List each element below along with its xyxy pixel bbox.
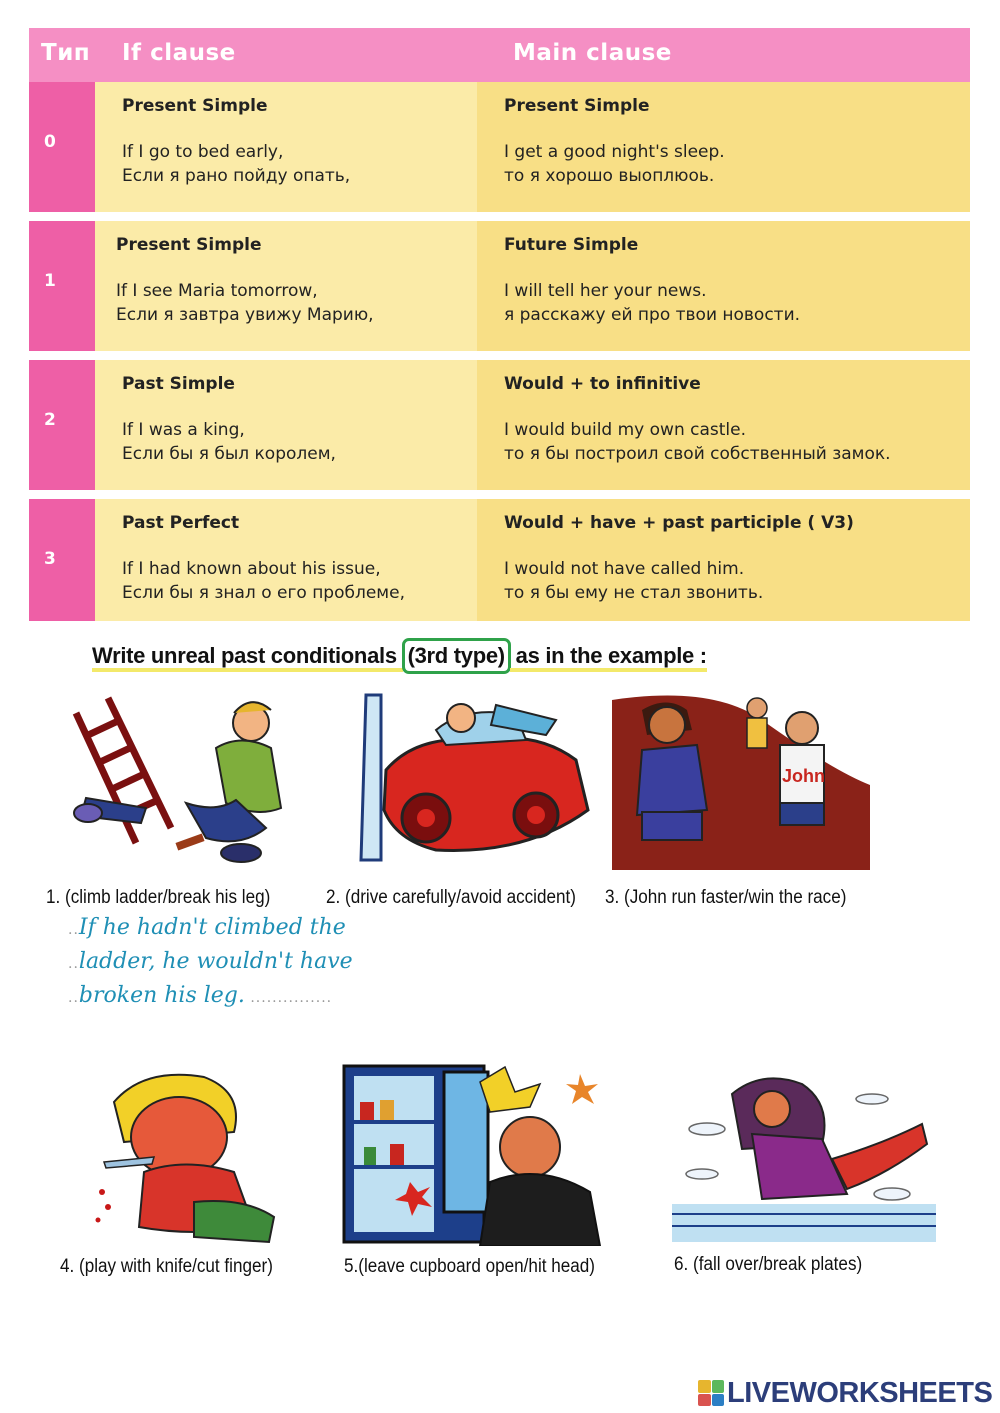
table-row [29, 82, 970, 212]
if-clause-cell [95, 82, 477, 212]
exercise-caption-2: 2. (drive carefully/avoid accident) [326, 887, 576, 908]
table-row [29, 221, 970, 351]
liveworksheets-logo-icon [698, 1380, 724, 1406]
tense-label: Present Simple [122, 96, 268, 116]
conditionals-table [29, 28, 970, 621]
tense-label: Past Simple [122, 374, 235, 394]
car-crash-illustration [326, 690, 594, 870]
instruction-text: Write unreal past conditionals [92, 643, 403, 672]
example-ru: то я бы ему не стал звонить. [504, 583, 764, 603]
if-clause-cell [95, 221, 477, 351]
exercise-instruction [92, 638, 707, 674]
shirt-label: John [782, 766, 825, 786]
example-en: If I was a king, [122, 420, 245, 440]
example-en: I would build my own castle. [504, 420, 747, 440]
example-en: I get a good night's sleep. [504, 142, 725, 162]
example-en: I will tell her your news. [504, 281, 707, 301]
example-ru: то я хорошо выоплюоь. [504, 166, 715, 186]
header-if-clause: If clause [122, 40, 236, 66]
type-number: 1 [44, 271, 56, 291]
tense-label: Would + have + past participle ( V3) [504, 513, 854, 533]
if-clause-cell [95, 360, 477, 490]
answer-line: ..If he hadn't climbed the [68, 915, 346, 940]
if-clause-cell [95, 499, 477, 621]
type-number: 2 [44, 410, 56, 430]
main-clause-cell [477, 82, 970, 212]
exercise-caption-4: 4. (play with knife/cut finger) [60, 1256, 273, 1277]
falling-plates-illustration [672, 1064, 936, 1242]
table-row [29, 360, 970, 490]
example-en: If I see Maria tomorrow, [116, 281, 318, 301]
main-clause-cell [477, 360, 970, 490]
type-number: 3 [44, 549, 56, 569]
example-en: If I go to bed early, [122, 142, 284, 162]
tense-label: Present Simple [504, 96, 650, 116]
instruction-text-end: as in the example : [510, 643, 707, 672]
example-ru: Если я завтра увижу Марию, [116, 305, 374, 325]
exercise-caption-3: 3. (John run faster/win the race) [605, 887, 847, 908]
tense-label: Past Perfect [122, 513, 240, 533]
tense-label: Present Simple [116, 235, 262, 255]
ladder-fall-illustration [66, 688, 298, 868]
example-en: I would not have called him. [504, 559, 745, 579]
table-row [29, 499, 970, 621]
header-main-clause: Main clause [513, 40, 672, 66]
example-answer [68, 912, 353, 1014]
answer-line: ..ladder, he wouldn't have [68, 949, 353, 974]
knife-cut-illustration [84, 1062, 298, 1252]
example-ru: Если бы я знал о его проблеме, [122, 583, 405, 603]
exercise-caption-1: 1. (climb ladder/break his leg) [46, 887, 271, 908]
tense-label: Would + to infinitive [504, 374, 701, 394]
cupboard-illustration [340, 1062, 604, 1246]
exercise-caption-5: 5.(leave cupboard open/hit head) [344, 1256, 595, 1277]
example-ru: Если я рано пойду опать, [122, 166, 351, 186]
main-clause-cell [477, 221, 970, 351]
example-ru: Если бы я был королем, [122, 444, 336, 464]
example-en: If I had known about his issue, [122, 559, 381, 579]
example-ru: то я бы построил свой собственный замок. [504, 444, 891, 464]
brand-name: LIVEWORKSHEETS [727, 1376, 993, 1409]
answer-line: ..broken his leg. ............... [68, 983, 333, 1008]
third-type-circled: (3rd type) [402, 638, 511, 674]
main-clause-cell [477, 499, 970, 621]
tense-label: Future Simple [504, 235, 639, 255]
exercise-caption-6: 6. (fall over/break plates) [674, 1254, 863, 1275]
header-type: Тип [41, 40, 91, 66]
example-ru: я расскажу ей про твои новости. [504, 305, 801, 325]
table-header [29, 28, 970, 82]
type-number: 0 [44, 132, 56, 152]
liveworksheets-logo [698, 1378, 992, 1408]
race-illustration [612, 690, 870, 870]
